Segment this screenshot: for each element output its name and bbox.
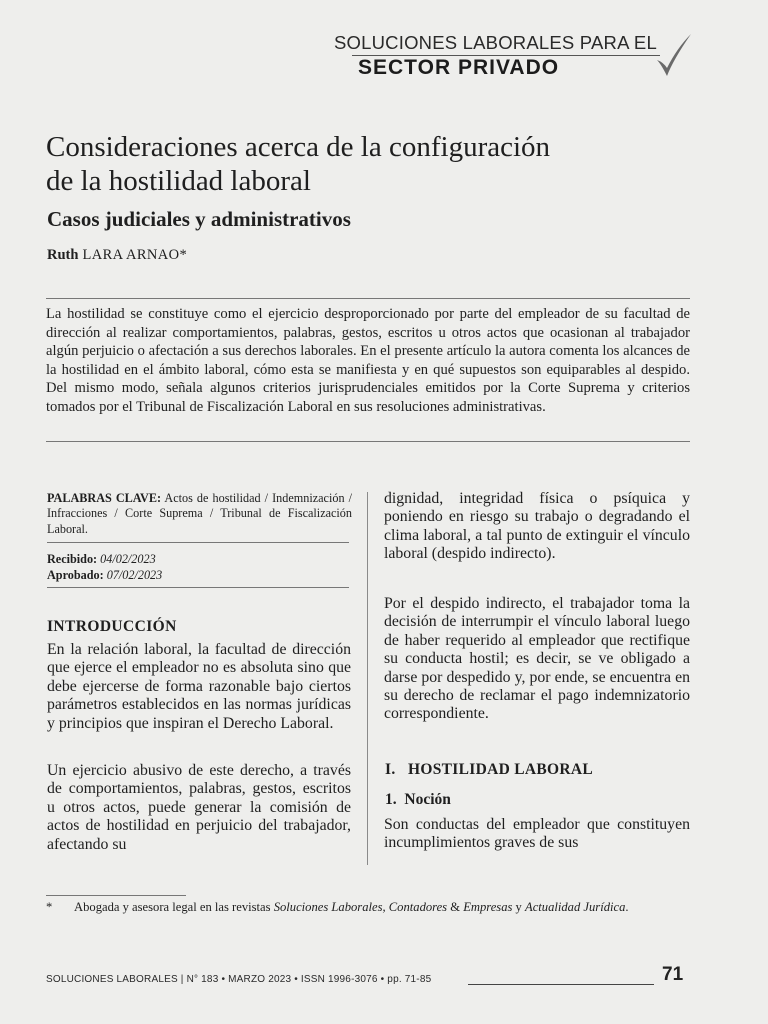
footer-rule xyxy=(468,984,654,985)
footnote-amp: & xyxy=(447,900,464,914)
author-last-name: LARA ARNAO* xyxy=(82,247,188,263)
abstract-bottom-rule xyxy=(46,441,690,442)
author-first-name: Ruth xyxy=(47,247,79,263)
approved-date-row xyxy=(47,568,347,584)
footnote xyxy=(46,899,692,916)
dates-block xyxy=(47,552,347,583)
section-heading-hostilidad: I. HOSTILIDAD LABORAL xyxy=(385,761,594,778)
footnote-rule xyxy=(46,895,186,896)
approved-label: Aprobado: xyxy=(47,567,104,582)
approved-value: 07/02/2023 xyxy=(106,567,163,582)
footnote-journal-3: Actualidad Jurídica xyxy=(525,900,626,914)
footnote-text xyxy=(74,899,692,916)
received-date-row xyxy=(47,552,347,568)
page-number: 71 xyxy=(662,964,684,985)
intro-paragraph-1: En la relación laboral, la facultad de dirección que ejerce el empleador no es absoluta sino que debe ejercerse de forma razonable bajo ciertos parámetros establecidos en las normas jurídicas y principios que inspiran el Derecho Laboral. xyxy=(47,641,351,732)
footnote-and: y xyxy=(512,900,525,914)
article-title-line-1: Consideraciones acerca de la configuración xyxy=(46,131,551,163)
series-title-bottom: SECTOR PRIVADO xyxy=(358,56,560,79)
footer-citation: SOLUCIONES LABORALES | N° 183 • MARZO 2023 • ISSN 1996-3076 • pp. 71-85 xyxy=(46,974,432,985)
right-paragraph-3: Son conductas del empleador que constituyen incumplimientos graves de sus xyxy=(384,816,690,852)
author-name xyxy=(47,247,187,264)
article-title-line-2: de la hostilidad laboral xyxy=(46,165,311,197)
dates-rule xyxy=(47,587,349,588)
received-value: 04/02/2023 xyxy=(100,552,156,566)
footnote-text-start: Abogada y asesora legal en las revistas xyxy=(74,900,274,914)
footnote-journal-2: Empresas xyxy=(463,900,513,914)
intro-paragraph-2: Un ejercicio abusivo de este derecho, a través de comportamientos, palabras, gestos, escritos u otros actos, puede generar la comisión de actos de hostilidad en perjuicio del trabajador, afectando su xyxy=(47,762,351,853)
article-subtitle: Casos judiciales y administrativos xyxy=(47,207,351,231)
footnote-end: . xyxy=(625,900,629,914)
introduction-heading: INTRODUCCIÓN xyxy=(47,618,177,635)
keywords-block xyxy=(47,491,352,537)
right-paragraph-2: Por el despido indirecto, el trabajador toma la decisión de interrumpir el vínculo laboral luego de haber requerido al empleador que rectifique su conducta hostil; es decir, se ve obligado a darse por despedido y, por ende, se encuentra en su derecho de reclamar el pago indemnizatorio correspondiente. xyxy=(384,595,690,723)
checkmark-icon xyxy=(655,30,695,80)
keywords-rule xyxy=(47,542,349,543)
column-divider xyxy=(367,492,368,865)
keywords-text: Actos de hostilidad / Indemnización / Infracciones / Corte Suprema / Tribunal de Fiscalización Laboral. xyxy=(47,491,352,536)
received-label: Recibido: xyxy=(47,552,98,566)
subsection-heading-nocion: 1. Noción xyxy=(385,791,451,808)
footnote-marker: * xyxy=(46,900,53,914)
right-paragraph-1: dignidad, integridad física o psíquica y poniendo en riesgo su trabajo o degradando el clima laboral, a tal punto de extinguir el vínculo laboral (despido indirecto). xyxy=(384,490,690,563)
abstract-top-rule xyxy=(46,298,690,299)
footnote-journals: Soluciones Laborales, Contadores xyxy=(273,900,448,914)
keywords-label: PALABRAS CLAVE: xyxy=(47,491,162,505)
series-title-top: SOLUCIONES LABORALES PARA EL xyxy=(334,32,657,53)
abstract-text: La hostilidad se constituye como el ejercicio desproporcionado por parte del empleador de su facultad de dirección al realizar comportamientos, palabras, gestos, escritos u otros actos que ocasionan al trabajador algún perjuicio o afectación a sus derechos laborales. En el presente artículo la autora comenta los alcances de la hostilidad en el ámbito laboral, cómo esta se manifiesta y en qué supuestos son equiparables al despido. Del mismo modo, señala algunos criterios jurisprudenciales emitidos por la Corte Suprema y criterios tomados por el Tribunal de Fiscalización Laboral en sus resoluciones administrativas. xyxy=(46,306,690,415)
